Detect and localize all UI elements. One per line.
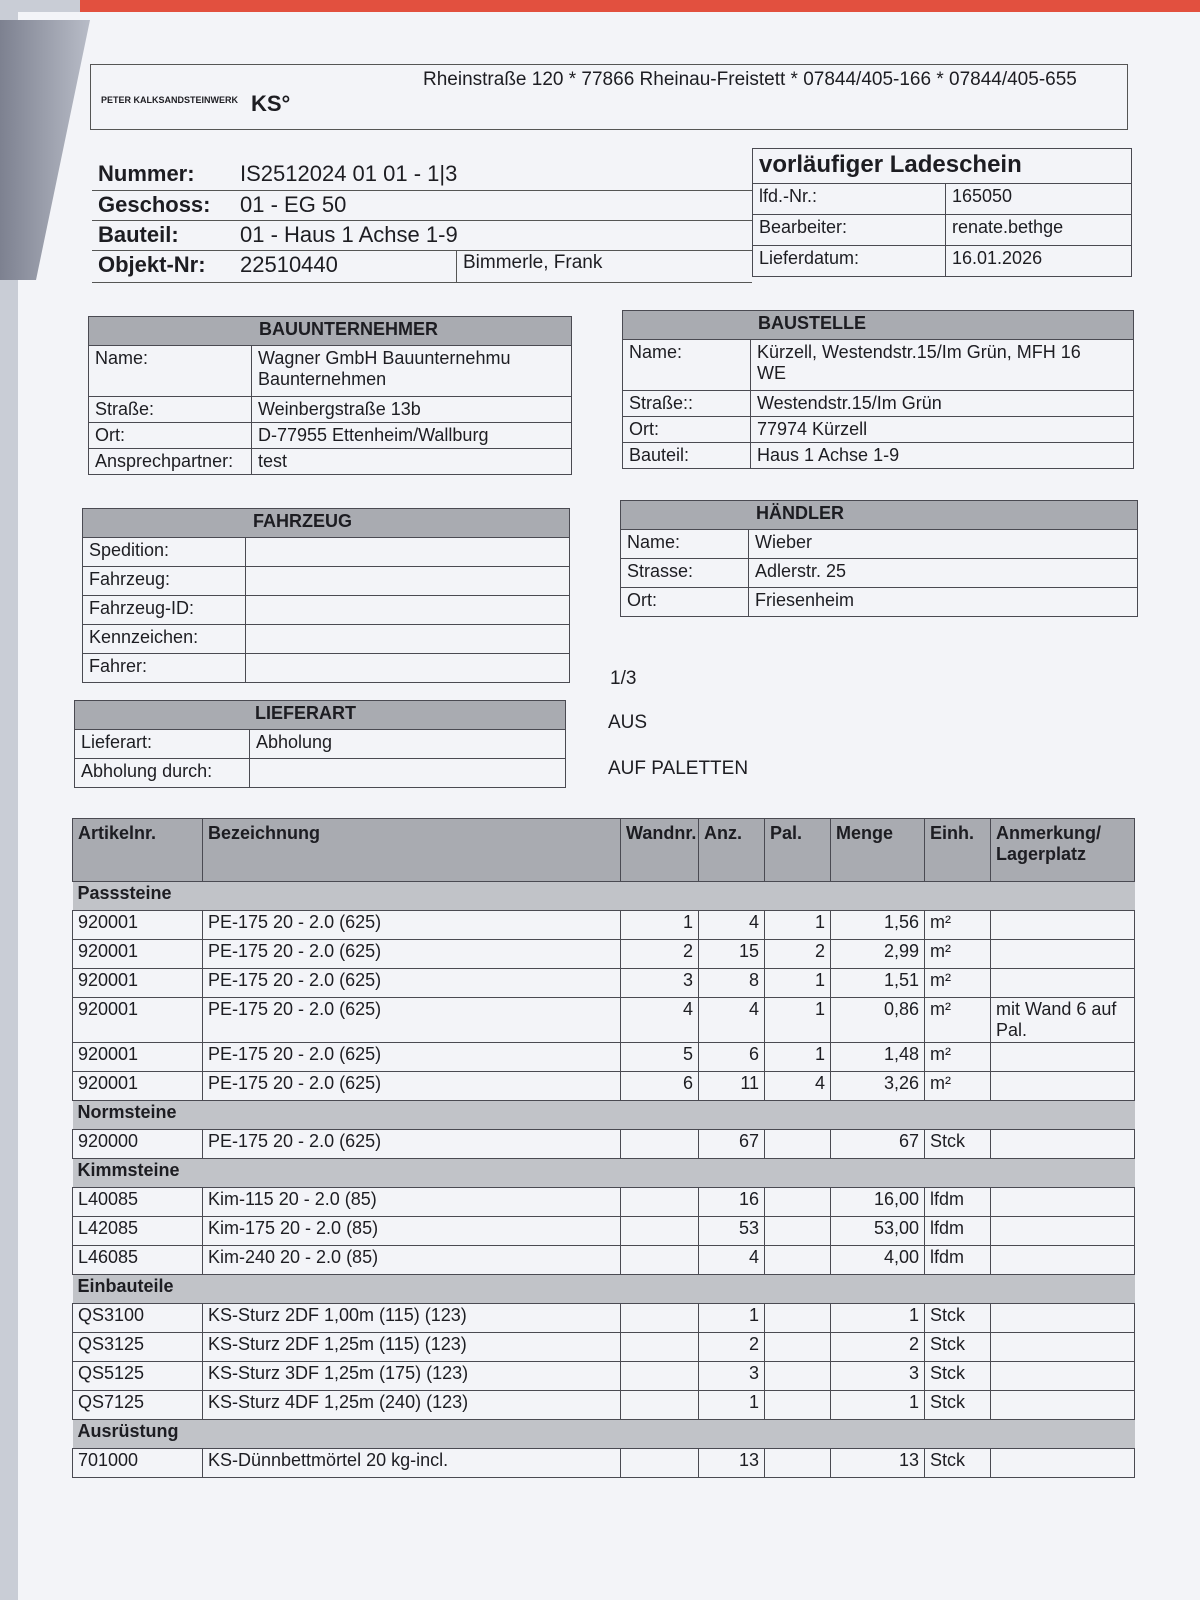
ort-label: Ort: — [89, 423, 252, 449]
cell-einh: m² — [925, 1043, 991, 1072]
cell-anmerkung — [991, 940, 1135, 969]
cell-anz: 16 — [699, 1188, 765, 1217]
cell-bezeichnung: PE-175 20 - 2.0 (625) — [203, 998, 621, 1043]
cell-artikelnr: 920001 — [73, 998, 203, 1043]
cell-pal — [765, 1449, 831, 1478]
kontakt-name: Bimmerle, Frank — [457, 250, 753, 282]
cell-pal: 1 — [765, 969, 831, 998]
cell-anmerkung — [991, 1391, 1135, 1420]
fahrer-label: Fahrer: — [83, 654, 246, 683]
baustelle-name: Kürzell, Westendstr.15/Im Grün, MFH 16 — [757, 342, 1081, 362]
nummer-label: Nummer: — [92, 160, 234, 190]
col-menge: Menge — [831, 819, 925, 882]
bauteil-value: 01 - Haus 1 Achse 1-9 — [234, 220, 752, 250]
cell-anz: 6 — [699, 1043, 765, 1072]
baustelle-table — [622, 310, 1134, 469]
group-name: Einbauteile — [73, 1275, 1135, 1304]
cell-anmerkung — [991, 1188, 1135, 1217]
haendler-strasse: Adlerstr. 25 — [749, 559, 1138, 588]
cell-einh: Stck — [925, 1362, 991, 1391]
haendler-name: Wieber — [749, 530, 1138, 559]
cell-anz: 3 — [699, 1362, 765, 1391]
cell-pal — [765, 1246, 831, 1275]
bauunternehmer-name-2: Baunternehmen — [258, 369, 387, 389]
cell-anz: 13 — [699, 1449, 765, 1478]
table-row — [73, 1304, 1135, 1333]
lieferart-heading: LIEFERART — [75, 701, 566, 730]
spedition-label: Spedition: — [83, 538, 246, 567]
table-row — [73, 1217, 1135, 1246]
cell-artikelnr: 920001 — [73, 1043, 203, 1072]
cell-wandnr — [621, 1391, 699, 1420]
kennzeichen-label: Kennzeichen: — [83, 625, 246, 654]
table-row — [73, 1391, 1135, 1420]
cell-wandnr: 5 — [621, 1043, 699, 1072]
table-row — [73, 969, 1135, 998]
cell-bezeichnung: Kim-115 20 - 2.0 (85) — [203, 1188, 621, 1217]
cell-menge: 1,51 — [831, 969, 925, 998]
cell-anmerkung — [991, 1362, 1135, 1391]
table-row — [73, 1333, 1135, 1362]
cell-menge: 3 — [831, 1362, 925, 1391]
baustelle-bauteil: Haus 1 Achse 1-9 — [751, 443, 1134, 469]
cell-artikelnr: 920001 — [73, 940, 203, 969]
items-header-row — [73, 819, 1135, 882]
cell-artikelnr: QS3125 — [73, 1333, 203, 1362]
col-wandnr: Wandnr. — [621, 819, 699, 882]
cell-artikelnr: QS3100 — [73, 1304, 203, 1333]
group-row — [73, 1159, 1135, 1188]
table-row — [73, 1362, 1135, 1391]
cell-anmerkung — [991, 1217, 1135, 1246]
cell-einh: m² — [925, 998, 991, 1043]
cell-menge: 1 — [831, 1304, 925, 1333]
cell-pal — [765, 1188, 831, 1217]
fahrzeug-id-label: Fahrzeug-ID: — [83, 596, 246, 625]
baustelle-ort: 77974 Kürzell — [751, 417, 1134, 443]
col-anmerkung: Anmerkung/ Lagerplatz — [991, 819, 1135, 882]
baustelle-bauteil-label: Bauteil: — [623, 443, 751, 469]
kennzeichen-value — [246, 625, 570, 654]
cell-anmerkung — [991, 1449, 1135, 1478]
fahrzeug-label: Fahrzeug: — [83, 567, 246, 596]
lieferdatum-label: Lieferdatum: — [753, 246, 946, 277]
cell-anz: 1 — [699, 1304, 765, 1333]
cell-artikelnr: 920001 — [73, 911, 203, 940]
abholung-durch-value — [250, 759, 566, 788]
fahrzeug-id-value — [246, 596, 570, 625]
cell-pal: 4 — [765, 1072, 831, 1101]
ks-logo: KS° — [251, 91, 291, 116]
cell-wandnr — [621, 1130, 699, 1159]
page-indicator: 1/3 — [610, 668, 637, 689]
group-name: Normsteine — [73, 1101, 1135, 1130]
baustelle-ort-label: Ort: — [623, 417, 751, 443]
col-einh: Einh. — [925, 819, 991, 882]
cell-anz: 2 — [699, 1333, 765, 1362]
cell-einh: Stck — [925, 1130, 991, 1159]
cell-einh: m² — [925, 1072, 991, 1101]
cell-anz: 4 — [699, 911, 765, 940]
cell-wandnr: 1 — [621, 911, 699, 940]
cell-anz: 11 — [699, 1072, 765, 1101]
cell-anmerkung — [991, 1130, 1135, 1159]
cell-bezeichnung: KS-Sturz 2DF 1,25m (115) (123) — [203, 1333, 621, 1362]
group-name: Ausrüstung — [73, 1420, 1135, 1449]
cell-menge: 53,00 — [831, 1217, 925, 1246]
cell-artikelnr: 920001 — [73, 969, 203, 998]
bearbeiter-label: Bearbeiter: — [753, 215, 946, 246]
cell-anz: 1 — [699, 1391, 765, 1420]
baustelle-heading: BAUSTELLE — [623, 311, 1134, 340]
cell-menge: 1,48 — [831, 1043, 925, 1072]
lieferart-label: Lieferart: — [75, 730, 250, 759]
cell-bezeichnung: KS-Sturz 2DF 1,00m (115) (123) — [203, 1304, 621, 1333]
objekt-label: Objekt-Nr: — [92, 250, 234, 282]
cell-wandnr — [621, 1333, 699, 1362]
cell-einh: lfdm — [925, 1217, 991, 1246]
fahrer-value — [246, 654, 570, 683]
cell-anmerkung — [991, 1043, 1135, 1072]
table-row — [73, 1072, 1135, 1101]
name-label: Name: — [89, 346, 252, 397]
table-row — [73, 1246, 1135, 1275]
cell-einh: m² — [925, 911, 991, 940]
ansprechpartner-label: Ansprechpartner: — [89, 449, 252, 475]
cell-artikelnr: 920000 — [73, 1130, 203, 1159]
cell-wandnr — [621, 1188, 699, 1217]
bauunternehmer-table — [88, 316, 572, 475]
bauunternehmer-name: Wagner GmbH Bauunternehmu — [258, 348, 511, 368]
bauteil-label: Bauteil: — [92, 220, 234, 250]
cell-artikelnr: L42085 — [73, 1217, 203, 1246]
cell-anmerkung — [991, 911, 1135, 940]
cell-einh: m² — [925, 969, 991, 998]
cell-wandnr: 6 — [621, 1072, 699, 1101]
cell-menge: 16,00 — [831, 1188, 925, 1217]
bauunternehmer-heading: BAUUNTERNEHMER — [89, 317, 572, 346]
table-row — [73, 998, 1135, 1043]
cell-menge: 0,86 — [831, 998, 925, 1043]
baustelle-strasse-label: Straße:: — [623, 391, 751, 417]
cell-artikelnr: L46085 — [73, 1246, 203, 1275]
cell-einh: Stck — [925, 1304, 991, 1333]
lieferart-value: Abholung — [250, 730, 566, 759]
cell-menge: 2 — [831, 1333, 925, 1362]
cell-anz: 67 — [699, 1130, 765, 1159]
cell-menge: 2,99 — [831, 940, 925, 969]
cell-anmerkung — [991, 1304, 1135, 1333]
cell-bezeichnung: KS-Sturz 4DF 1,25m (240) (123) — [203, 1391, 621, 1420]
cell-wandnr: 3 — [621, 969, 699, 998]
cell-bezeichnung: KS-Sturz 3DF 1,25m (175) (123) — [203, 1362, 621, 1391]
cell-einh: lfdm — [925, 1246, 991, 1275]
spedition-value — [246, 538, 570, 567]
col-pal: Pal. — [765, 819, 831, 882]
haendler-ort: Friesenheim — [749, 588, 1138, 617]
cell-pal — [765, 1130, 831, 1159]
lfd-value: 165050 — [946, 184, 1132, 215]
group-name: Passsteine — [73, 882, 1135, 911]
cell-bezeichnung: Kim-240 20 - 2.0 (85) — [203, 1246, 621, 1275]
cell-menge: 1,56 — [831, 911, 925, 940]
geschoss-value: 01 - EG 50 — [234, 190, 752, 220]
cell-wandnr — [621, 1362, 699, 1391]
abholung-durch-label: Abholung durch: — [75, 759, 250, 788]
haendler-table — [620, 500, 1138, 617]
cell-einh: Stck — [925, 1391, 991, 1420]
ansprechpartner-value: test — [252, 449, 572, 475]
cell-menge: 1 — [831, 1391, 925, 1420]
cell-menge: 3,26 — [831, 1072, 925, 1101]
cell-bezeichnung: PE-175 20 - 2.0 (625) — [203, 1130, 621, 1159]
cell-bezeichnung: PE-175 20 - 2.0 (625) — [203, 1043, 621, 1072]
document-id-table — [92, 160, 752, 283]
haendler-heading: HÄNDLER — [621, 501, 1138, 530]
cell-bezeichnung: PE-175 20 - 2.0 (625) — [203, 1072, 621, 1101]
table-row — [73, 940, 1135, 969]
table-row — [73, 1449, 1135, 1478]
baustelle-name-2: WE — [757, 363, 786, 383]
cell-pal — [765, 1362, 831, 1391]
cell-artikelnr: QS5125 — [73, 1362, 203, 1391]
geschoss-label: Geschoss: — [92, 190, 234, 220]
cell-artikelnr: QS7125 — [73, 1391, 203, 1420]
note-auf-paletten: AUF PALETTEN — [608, 758, 749, 779]
table-row — [73, 1043, 1135, 1072]
cell-wandnr — [621, 1246, 699, 1275]
cell-bezeichnung: KS-Dünnbettmörtel 20 kg-incl. — [203, 1449, 621, 1478]
table-row — [73, 911, 1135, 940]
cell-pal — [765, 1217, 831, 1246]
cell-bezeichnung: PE-175 20 - 2.0 (625) — [203, 969, 621, 998]
cell-wandnr — [621, 1217, 699, 1246]
cell-wandnr: 4 — [621, 998, 699, 1043]
strasse-label: Straße: — [89, 397, 252, 423]
cell-pal: 2 — [765, 940, 831, 969]
lieferart-table — [74, 700, 566, 788]
cell-pal — [765, 1304, 831, 1333]
cell-anz: 53 — [699, 1217, 765, 1246]
cell-anz: 4 — [699, 998, 765, 1043]
fahrzeug-value — [246, 567, 570, 596]
items-table — [72, 818, 1135, 1478]
note-aus: AUS — [608, 712, 648, 733]
lieferdatum-value: 16.01.2026 — [946, 246, 1132, 277]
haendler-strasse-label: Strasse: — [621, 559, 749, 588]
col-artikelnr: Artikelnr. — [73, 819, 203, 882]
cell-einh: lfdm — [925, 1188, 991, 1217]
cell-pal: 1 — [765, 1043, 831, 1072]
cell-wandnr: 2 — [621, 940, 699, 969]
company-address: Rheinstraße 120 * 77866 Rheinau-Freistett * 07844/405-166 * 07844/405-655 — [423, 69, 1077, 90]
cell-anz: 8 — [699, 969, 765, 998]
cell-pal: 1 — [765, 911, 831, 940]
ladeschein-info-table — [752, 148, 1132, 277]
cell-pal: 1 — [765, 998, 831, 1043]
cell-bezeichnung: PE-175 20 - 2.0 (625) — [203, 911, 621, 940]
cell-anmerkung: mit Wand 6 auf Pal. — [991, 998, 1135, 1043]
cell-artikelnr: 920001 — [73, 1072, 203, 1101]
cell-wandnr — [621, 1449, 699, 1478]
fahrzeug-table — [82, 508, 570, 683]
cell-wandnr — [621, 1304, 699, 1333]
cell-bezeichnung: PE-175 20 - 2.0 (625) — [203, 940, 621, 969]
cell-anz: 15 — [699, 940, 765, 969]
document-title: vorläufiger Ladeschein — [753, 149, 1132, 184]
haendler-name-label: Name: — [621, 530, 749, 559]
table-row — [73, 1130, 1135, 1159]
baustelle-name-label: Name: — [623, 340, 751, 391]
cell-anz: 4 — [699, 1246, 765, 1275]
bearbeiter-value: renate.bethge — [946, 215, 1132, 246]
bauunternehmer-strasse: Weinbergstraße 13b — [252, 397, 572, 423]
group-row — [73, 1275, 1135, 1304]
nummer-value: IS2512024 01 01 - 1|3 — [234, 160, 752, 190]
group-row — [73, 1420, 1135, 1449]
cell-einh: m² — [925, 940, 991, 969]
group-row — [73, 882, 1135, 911]
col-bezeichnung: Bezeichnung — [203, 819, 621, 882]
group-name: Kimmsteine — [73, 1159, 1135, 1188]
baustelle-strasse: Westendstr.15/Im Grün — [751, 391, 1134, 417]
table-row — [73, 1188, 1135, 1217]
col-anz: Anz. — [699, 819, 765, 882]
cell-anmerkung — [991, 1333, 1135, 1362]
cell-anmerkung — [991, 969, 1135, 998]
company-logo: PETER KALKSANDSTEINWERK — [101, 95, 239, 105]
cell-artikelnr: 701000 — [73, 1449, 203, 1478]
letterhead — [90, 64, 1128, 130]
cell-menge: 4,00 — [831, 1246, 925, 1275]
cell-menge: 13 — [831, 1449, 925, 1478]
lfd-label: lfd.-Nr.: — [753, 184, 946, 215]
cell-einh: Stck — [925, 1333, 991, 1362]
cell-pal — [765, 1333, 831, 1362]
objekt-value: 22510440 — [234, 250, 457, 282]
cell-anmerkung — [991, 1246, 1135, 1275]
bauunternehmer-ort: D-77955 Ettenheim/Wallburg — [252, 423, 572, 449]
cell-pal — [765, 1391, 831, 1420]
fahrzeug-heading: FAHRZEUG — [83, 509, 570, 538]
cell-artikelnr: L40085 — [73, 1188, 203, 1217]
cell-menge: 67 — [831, 1130, 925, 1159]
cell-anmerkung — [991, 1072, 1135, 1101]
cell-einh: Stck — [925, 1449, 991, 1478]
cell-bezeichnung: Kim-175 20 - 2.0 (85) — [203, 1217, 621, 1246]
group-row — [73, 1101, 1135, 1130]
haendler-ort-label: Ort: — [621, 588, 749, 617]
